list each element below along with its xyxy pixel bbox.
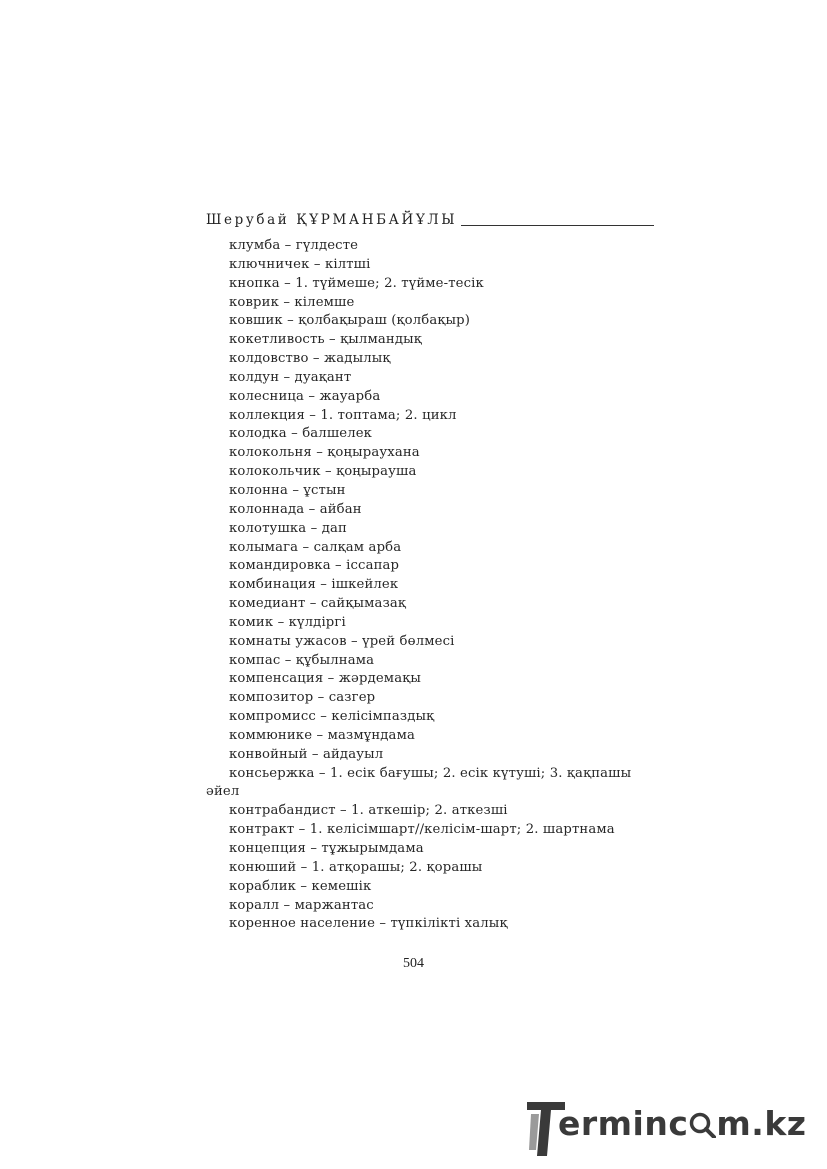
- dictionary-entry: комбинация – ішкейлек: [229, 577, 399, 593]
- dictionary-entry: колоннада – айбан: [229, 501, 362, 517]
- dictionary-entry: комнаты ужасов – үрей бөлмесі: [229, 633, 455, 649]
- dictionary-entry: коврик – кілемше: [229, 294, 355, 310]
- dictionary-entry: ключничек – кілтші: [229, 256, 371, 272]
- dictionary-entry: компенсация – жәрдемақы: [229, 671, 421, 687]
- logo-text-after: m.kz: [716, 1104, 807, 1143]
- dictionary-entry: композитор – сазгер: [229, 690, 376, 706]
- header-author: Шерубай ҚҰРМАНБАЙҰЛЫ: [206, 212, 458, 228]
- dictionary-entry: конвойный – айдауыл: [229, 746, 384, 762]
- dictionary-entry: контракт – 1. келісімшарт//келісім-шарт; 2. шартнама: [229, 822, 615, 838]
- header-rule: [461, 225, 654, 226]
- dictionary-entry: комедиант – сайқымазақ: [229, 596, 407, 612]
- dictionary-entry: ковшик – қолбақыраш (қолбақыр): [229, 313, 471, 329]
- dictionary-entry: колдун – дуақант: [229, 369, 352, 385]
- dictionary-entries: [206, 237, 661, 934]
- dictionary-entry: колокольня – қоңыраухана: [229, 445, 420, 461]
- dictionary-entry: конюший – 1. атқорашы; 2. қорашы: [229, 859, 483, 875]
- magnifier-icon: [688, 1110, 716, 1138]
- dictionary-entry: кораблик – кемешік: [229, 878, 372, 894]
- dictionary-entry: комик – күлдіргі: [229, 614, 346, 630]
- dictionary-entry: компас – құбылнама: [229, 652, 375, 668]
- dictionary-entry: колымага – салқам арба: [229, 539, 402, 555]
- dictionary-entry: консьержка – 1. есік бағушы; 2. есік күтуші; 3. қақпашы әйел: [206, 765, 632, 800]
- dictionary-entry: колокольчик – қоңырауша: [229, 464, 417, 480]
- termincom-logo: [525, 1100, 815, 1158]
- dictionary-entry: коралл – маржантас: [229, 897, 374, 913]
- dictionary-entry: коллекция – 1. топтама; 2. цикл: [229, 407, 457, 423]
- dictionary-entry: коммюнике – мазмұндама: [229, 727, 415, 743]
- dictionary-entry: колдовство – жадылық: [229, 351, 391, 367]
- dictionary-entry: кокетливость – қылмандық: [229, 332, 422, 348]
- dictionary-entry: контрабандист – 1. аткешір; 2. аткезші: [229, 803, 508, 819]
- dictionary-entry: колотушка – дап: [229, 520, 347, 536]
- dictionary-entry: командировка – іссапар: [229, 558, 400, 574]
- dictionary-entry: клумба – гүлдесте: [229, 238, 359, 253]
- dictionary-entry: концепция – тұжырымдама: [229, 841, 424, 856]
- dictionary-entry: колодка – балшелек: [229, 426, 373, 442]
- dictionary-entry: колесница – жауарба: [229, 388, 381, 404]
- running-header: [206, 212, 654, 228]
- logo-text-before: erminc: [558, 1104, 689, 1143]
- page-number: 504: [403, 956, 424, 971]
- dictionary-entry: кнопка – 1. түймеше; 2. түйме-тесік: [229, 275, 484, 291]
- dictionary-entry: коренное население – түпкілікті халық: [229, 916, 508, 932]
- dictionary-entry: компромисс – келісімпаздық: [229, 709, 435, 725]
- dictionary-entry: колонна – ұстын: [229, 482, 346, 498]
- logo-text: [558, 1104, 807, 1143]
